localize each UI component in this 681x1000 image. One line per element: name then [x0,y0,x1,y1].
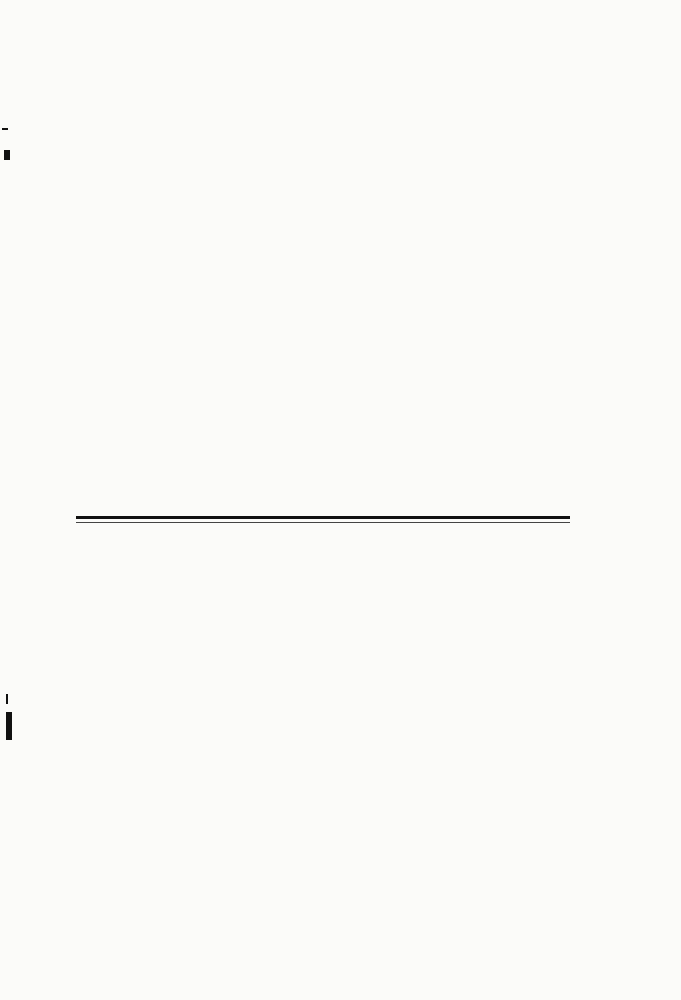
section-divider [76,516,570,519]
scan-edge-mark [2,128,8,130]
scan-edge-mark [6,712,12,740]
scan-edge-mark [6,694,8,704]
scan-edge-mark [4,150,10,160]
section-divider-thin [76,522,570,523]
